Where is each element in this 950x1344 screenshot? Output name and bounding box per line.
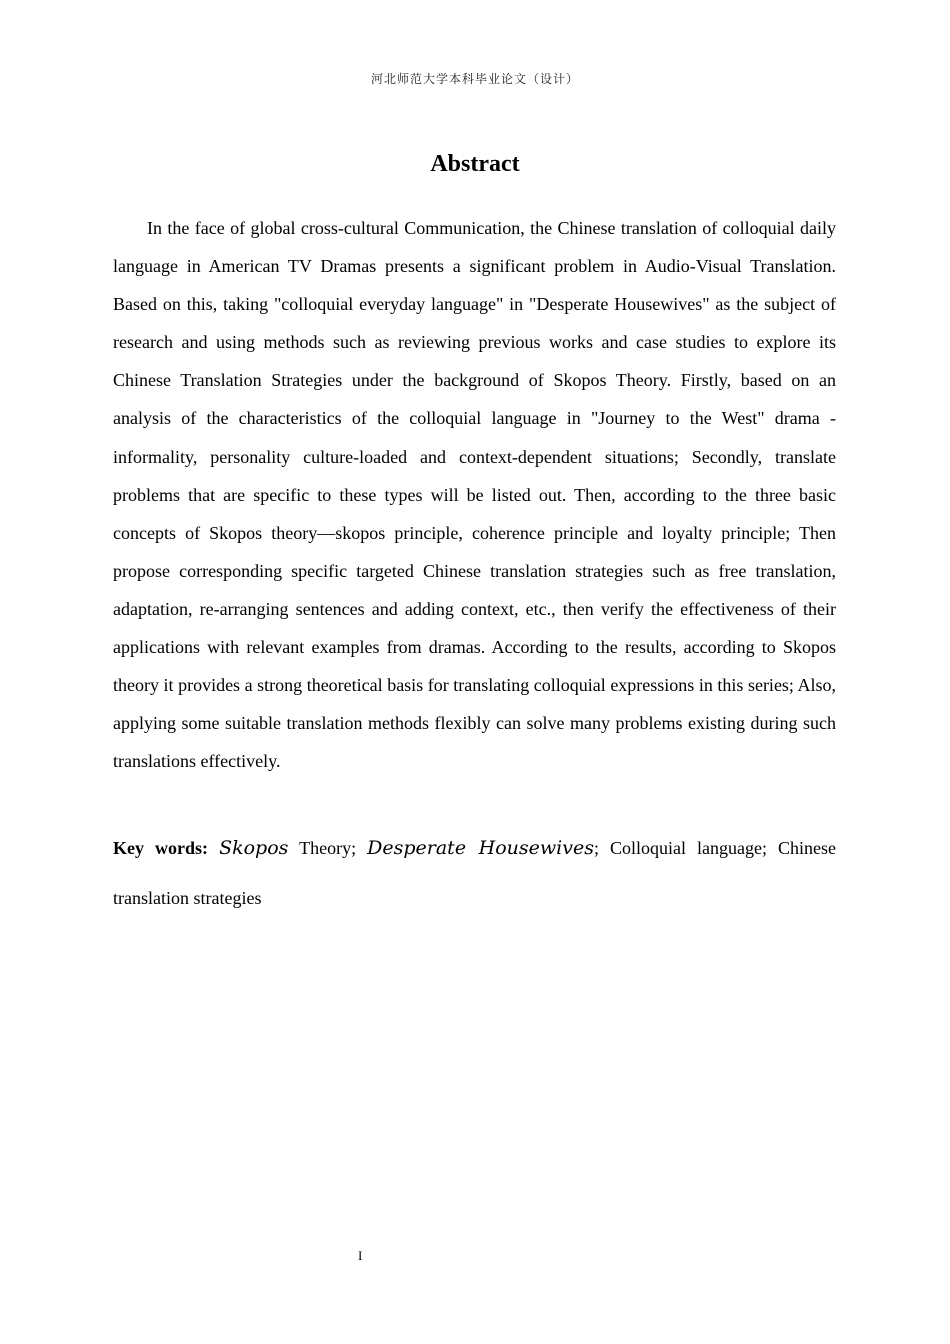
abstract-title: Abstract (430, 151, 520, 177)
page-number: I (358, 1248, 363, 1263)
keywords-line (113, 823, 836, 923)
keywords-label: Key words: (113, 838, 209, 858)
keyword-rest: ; Colloquial language; Chinese translation strategies (113, 838, 837, 908)
keyword-skopos: Skopos (219, 837, 289, 859)
abstract-paragraph: In the face of global cross-cultural Communication, the Chinese translation of colloquial daily language in American TV Dramas presents a significant problem in Audio-Visual Translation. Based on this, taking "colloquial everyday language" in "Desperate Housewives" as the subject of research and using methods such as reviewing previous works and case studies to explore its Chinese Translation Strategies under the background of Skopos Theory. Firstly, based on an analysis of the characteristics of the colloquial language in "Journey to the West" drama - informality, personality culture-loaded and context-dependent situations; Secondly, translate problems that are specific to these types will be listed out. Then, according to the three basic concepts of Skopos theory—skopos principle, coherence principle and loyalty principle; Then propose corresponding specific targeted Chinese translation strategies such as free translation, adaptation, re-arranging sentences and adding context, etc., then verify the effectiveness of their applications with relevant examples from dramas. According to the results, according to Skopos theory it provides a strong theoretical basis for translating colloquial expressions in this series; Also, applying some suitable translation methods flexibly can solve many problems existing during such translations effectively. (113, 218, 836, 772)
running-header: 河北师范大学本科毕业论文（设计） (370, 72, 579, 86)
keyword-desperate-housewives: Desperate Housewives (367, 837, 594, 859)
keyword-theory: Theory; (288, 838, 368, 858)
